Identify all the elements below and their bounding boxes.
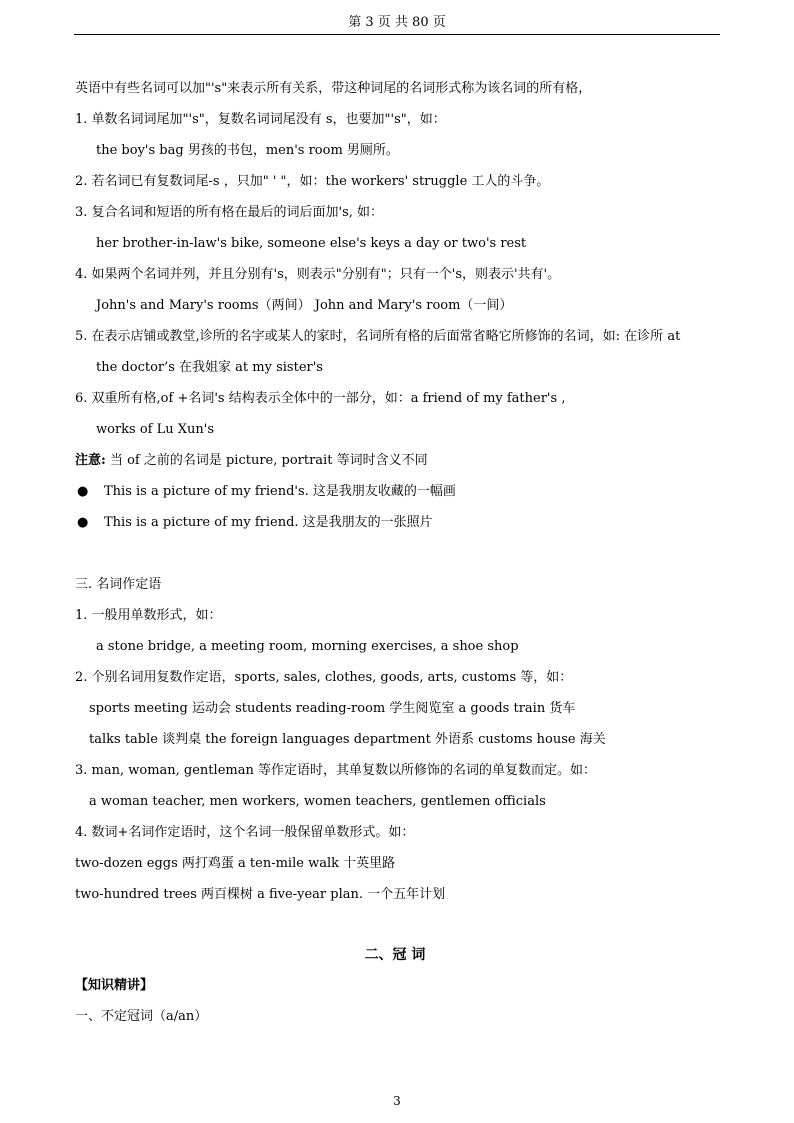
spacer: [75, 543, 725, 574]
note-line: [75, 450, 725, 481]
document-body: [75, 78, 725, 1037]
section-3-rule-3-example: a woman teacher, men workers, women teachers, gentlemen officials: [89, 794, 546, 809]
section-3-rule-1-example: a stone bridge, a meeting room, morning exercises, a shoe shop: [96, 639, 519, 654]
rule-1: 1. 单数名词词尾加"'s"，复数名词词尾没有 s，也要加"'s"，如：: [75, 112, 446, 127]
bullet-item-1: [75, 481, 725, 512]
section-3-rule-1: 1. 一般用单数形式，如：: [75, 608, 222, 623]
note-label: 注意:: [75, 453, 106, 468]
page-header-text: 第 3 页 共 80 页: [348, 15, 446, 30]
chapter-2-title: 二、冠 词: [364, 947, 426, 963]
rule-1-example: the boy's bag 男孩的书包，men's room 男厕所。: [96, 143, 399, 158]
bullet-item-2: [75, 512, 725, 543]
paragraph-intro: 英语中有些名词可以加"'s"来表示所有关系，带这种词尾的名词形式称为该名词的所有格，: [75, 81, 592, 96]
rule-6: 6. 双重所有格,of +名词's 结构表示全体中的一部分，如：a friend of my father's ,: [75, 391, 566, 406]
section-3-rule-4: 4. 数词+名词作定语时，这个名词一般保留单数形式。如：: [75, 825, 415, 840]
spacer: [75, 915, 725, 944]
page-header: [74, 14, 720, 35]
section-3-title: 三. 名词作定语: [75, 577, 162, 592]
rule-4: 4. 如果两个名词并列，并且分别有's，则表示"分别有"；只有一个's，则表示'共有'。: [75, 267, 561, 282]
bullet-dot-icon: ●: [77, 515, 89, 530]
section-3-rule-3: 3. man, woman, gentleman 等作定语时，其单复数以所修饰的名词的单复数而定。如：: [75, 763, 596, 778]
rule-4-example: John's and Mary's rooms（两间） John and Mary's room（一间）: [96, 298, 513, 313]
rule-5-example: the doctor’s 在我姐家 at my sister's: [96, 360, 323, 375]
note-text: 当 of 之前的名词是 picture, portrait 等词时含义不同: [105, 453, 428, 468]
rule-6-example: works of Lu Xun's: [96, 422, 215, 437]
page-number: 3: [393, 1094, 401, 1108]
bullet-dot-icon: ●: [77, 484, 89, 499]
section-3-rule-2-example-2: talks table 谈判桌 the foreign languages department 外语系 customs house 海关: [89, 732, 606, 747]
chapter-2-subtitle: 【知识精讲】: [75, 978, 154, 993]
section-3-rule-4-example-1: two-dozen eggs 两打鸡蛋 a ten-mile walk 十英里路: [75, 856, 396, 871]
rule-5: 5. 在表示店铺或教堂,诊所的名字或某人的家时，名词所有格的后面常省略它所修饰的名词，如: 在诊所 at: [75, 329, 681, 344]
bullet-item-text: This is a picture of my friend's. 这是我朋友收藏的一幅画: [104, 484, 456, 499]
section-3-rule-4-example-2: two-hundred trees 两百棵树 a five-year plan. 一个五年计划: [75, 887, 446, 902]
rule-2: 2. 若名词已有复数词尾-s ，只加" ' "，如：the workers' struggle 工人的斗争。: [75, 174, 550, 189]
rule-3: 3. 复合名词和短语的所有格在最后的词后面加's, 如：: [75, 205, 384, 220]
section-3-rule-2-example-1: sports meeting 运动会 students reading-room 学生阅览室 a goods train 货车: [89, 701, 576, 716]
bullet-item-text: This is a picture of my friend. 这是我朋友的一张照片: [104, 515, 433, 530]
chapter-2-first-heading: 一、不定冠词（a/an）: [75, 1009, 208, 1024]
section-3-rule-2: 2. 个别名词用复数作定语，sports, sales, clothes, goods, arts, customs 等，如：: [75, 670, 573, 685]
rule-3-example: her brother-in-law's bike, someone else's keys a day or two's rest: [96, 236, 527, 251]
